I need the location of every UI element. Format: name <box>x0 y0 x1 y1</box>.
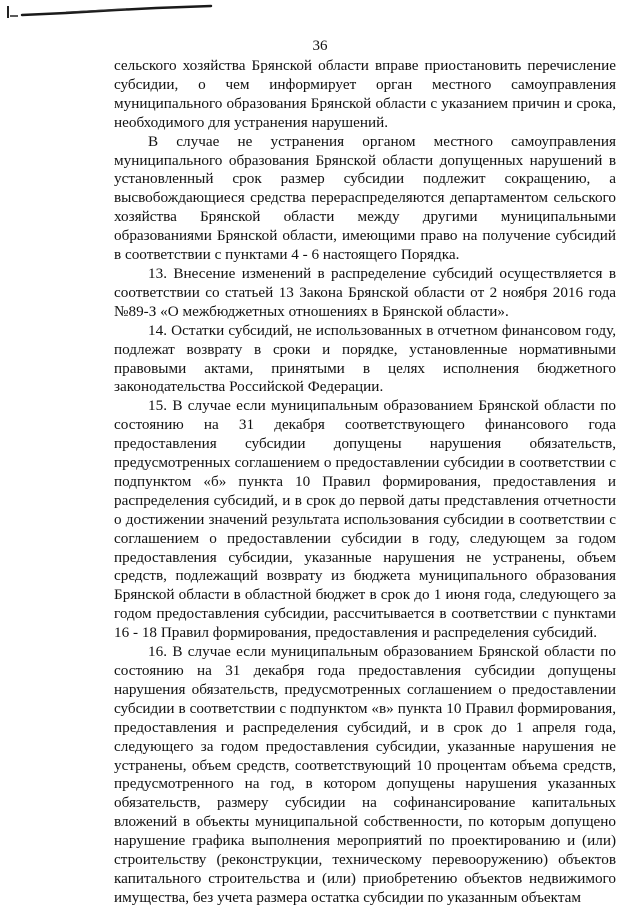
scan-artifact-mark <box>6 2 216 20</box>
document-body <box>114 57 616 908</box>
page-number: 36 <box>312 38 328 54</box>
paragraph-16: 16. В случае если муниципальным образованием Брянской области по состоянию на 31 декабря года предоставления субсидии допущены нарушения обязательств, предусмотренных соглашением о предоставлении субсидии в соответствии с подпунктом «в» пункта 10 Правил формирования, предоставления и распределения субсидий, и в срок до 1 апреля года, следующего за годом предоставления субсидии, указанные нарушения не устранены, объем средств, соответствующий 10 процентам объема средств, предусмотренного на год, в котором допущены нарушения указанных обязательств, размеру субсидии на софинансирование капитальных вложений в объекты муниципальной собственности, по которым допущено нарушение графика выполнения мероприятий по проектированию и (или) строительству (реконструкции, техническому перевооружению) объектов капитального строительства и (или) приобретению объектов недвижимого имущества, без учета размера остатка субсидии по указанным объектам <box>114 643 616 906</box>
paragraph-non-elimination: В случае не устранения органом местного самоуправления муниципального образования Брянской области допущенных нарушений в установленный срок размер субсидии подлежит сокращению, а высвобождающиеся средства перераспределяются департаментом сельского хозяйства Брянской области между другими муниципальными образованиями Брянской области, имеющими право на получение субсидий в соответствии с пунктами 4 - 6 настоящего Порядка. <box>114 132 616 264</box>
paragraph-15: 15. В случае если муниципальным образованием Брянской области по состоянию на 31 декабря соответствующего финансового года предоставления субсидии допущены нарушения обязательств, предусмотренных соглашением о предоставлении субсидии в соответствии с подпунктом «б» пункта 10 Правил формирования, предоставления и распределения субсидий, и в срок до первой даты представления отчетности о достижении значений результата использования субсидии в соответствии с соглашением о предоставлении субсидии в году, следующем за годом предоставления субсидии, указанные нарушения не устранены, объем средств, подлежащий возврату из бюджета муниципального образования Брянской области в областной бюджет в срок до 1 июня года, следующего за годом предоставления субсидии, рассчитывается в соответствии с пунктами 16 - 18 Правил формирования, предоставления и распределения субсидий. <box>114 397 616 642</box>
paragraph-continuation: сельского хозяйства Брянской области вправе приостановить перечисление субсидии, о чем информирует орган местного самоуправления муниципального образования Брянской области с указанием причин и срока, необходимого для устранения нарушений. <box>114 57 616 131</box>
paragraph-13: 13. Внесение изменений в распределение субсидий осуществляется в соответствии со статьей 13 Закона Брянской области от 2 ноября 2016 года №89-З «О межбюджетных отношениях в Брянской области». <box>114 264 616 320</box>
paragraph-14: 14. Остатки субсидий, не использованных в отчетном финансовом году, подлежат возврату в сроки и порядке, установленные нормативными правовыми актами, принятыми в целях исполнения бюджетного законодательства Российской Федерации. <box>114 321 616 396</box>
